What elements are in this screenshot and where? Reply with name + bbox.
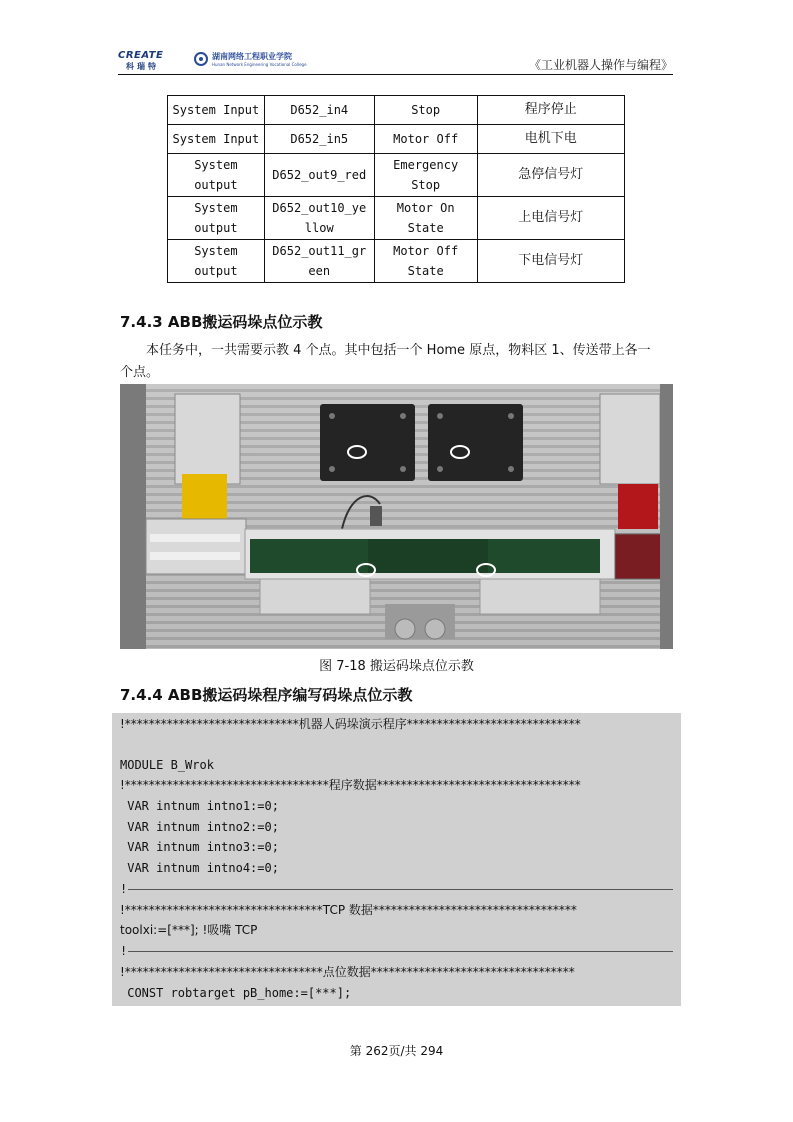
table-cell: [374, 240, 477, 283]
cell-line: Motor Off: [393, 244, 459, 258]
table-cell: System Input: [168, 96, 265, 125]
cell-line: D652_out9_red: [272, 168, 367, 182]
code-line: toolxi:=[***]; !吸嘴 TCP: [120, 923, 258, 937]
table-row: [168, 96, 625, 125]
code-line: !*****************************机器人码垛演示程序*****************************: [120, 717, 581, 731]
table-cell: 上电信号灯: [477, 197, 624, 240]
table-cell: System Input: [168, 125, 265, 154]
table-cell: 电机下电: [477, 125, 624, 154]
code-line: !*********************************TCP 数据**********************************: [120, 903, 577, 917]
table-cell: [374, 154, 477, 197]
cell-line: System: [194, 244, 238, 258]
code-line: VAR intnum intno1:=0;: [120, 799, 279, 813]
school-logo: [194, 51, 307, 71]
cell-line: Emergency: [393, 158, 459, 172]
left-cylinder-block: [175, 394, 240, 484]
table-cell: 下电信号灯: [477, 240, 624, 283]
paragraph-line: 个点。: [120, 365, 160, 380]
code-line: VAR intnum intno2:=0;: [120, 820, 279, 834]
table-cell: 急停信号灯: [477, 154, 624, 197]
school-subtitle: Hunan Network Engineering Vocational College: [212, 62, 307, 67]
table-cell: [168, 197, 265, 240]
cell-line: een: [308, 264, 331, 278]
dash-separator: [128, 889, 673, 890]
workstation-illustration: [120, 384, 673, 649]
table-cell: 程序停止: [477, 96, 624, 125]
table-row: [168, 240, 625, 283]
code-line: !**********************************程序数据**********************************: [120, 778, 581, 792]
cell-line: Motor On: [396, 201, 455, 215]
cell-line: System: [194, 158, 238, 172]
table-cell: [168, 240, 265, 283]
page-header: [118, 50, 673, 74]
code-line: CONST robtarget pB_home:=[***];: [120, 986, 352, 1000]
table-cell: [264, 197, 374, 240]
code-line: !*********************************点位数据**********************************: [120, 965, 575, 979]
cell-line: State: [407, 221, 444, 235]
code-line: !: [120, 944, 128, 958]
code-line: !: [120, 882, 128, 896]
table-cell: [374, 197, 477, 240]
table-cell: D652_in5: [264, 125, 374, 154]
cell-line: D652_out10_ye: [272, 201, 367, 215]
section-heading-744: 7.4.4 ABB搬运码垛程序编写码垛点位示教: [120, 686, 413, 704]
right-red-stack: [618, 484, 658, 529]
create-logo: [118, 50, 190, 72]
paragraph-text: 本任务中，一共需要示教 4 个点。其中包括一个 Home 原点，物料区 1、传送带上各一: [146, 343, 651, 358]
page-footer: 第 262页/共 294: [349, 1044, 444, 1058]
code-block: [112, 713, 681, 1006]
header-divider: [118, 74, 673, 75]
table-cell: Stop: [374, 96, 477, 125]
cell-line: State: [407, 264, 444, 278]
signal-table: [167, 95, 625, 283]
cell-line: Stop: [411, 178, 441, 192]
cell-line: output: [194, 178, 238, 192]
code-line: MODULE B_Wrok: [120, 758, 214, 772]
figure-caption: 图 7-18 搬运码垛点位示教: [319, 659, 474, 674]
table-cell: [168, 154, 265, 197]
paragraph-line: [120, 340, 675, 362]
table-row: [168, 154, 625, 197]
cell-line: D652_out11_gr: [272, 244, 367, 258]
brand-text: CREATE: [118, 50, 164, 61]
cell-line: output: [194, 221, 238, 235]
cell-line: System: [194, 201, 238, 215]
conveyor-motor: [385, 604, 455, 639]
brand-cn-text: 科瑞特: [126, 62, 159, 71]
table-cell: [264, 154, 374, 197]
cell-line: llow: [304, 221, 334, 235]
table-cell: D652_in4: [264, 96, 374, 125]
workstation-photo: [120, 384, 673, 649]
left-frame: [120, 384, 146, 649]
sensor: [370, 506, 382, 526]
code-line: VAR intnum intno4:=0;: [120, 861, 279, 875]
section-743-paragraph: [120, 340, 675, 384]
dash-separator: [128, 951, 673, 952]
right-frame: [660, 384, 673, 649]
left-slide: [146, 519, 246, 574]
cell-line: output: [194, 264, 238, 278]
right-cylinder-block: [600, 394, 660, 484]
school-name: 湖南网络工程职业学院: [212, 52, 292, 61]
table-cell: Motor Off: [374, 125, 477, 154]
section-heading-743: 7.4.3 ABB搬运码垛点位示教: [120, 313, 323, 331]
book-title: 《工业机器人操作与编程》: [528, 58, 673, 72]
school-seal-icon: [194, 52, 208, 66]
table-row: [168, 197, 625, 240]
code-line: VAR intnum intno3:=0;: [120, 840, 279, 854]
table-row: [168, 125, 625, 154]
table-cell: [264, 240, 374, 283]
